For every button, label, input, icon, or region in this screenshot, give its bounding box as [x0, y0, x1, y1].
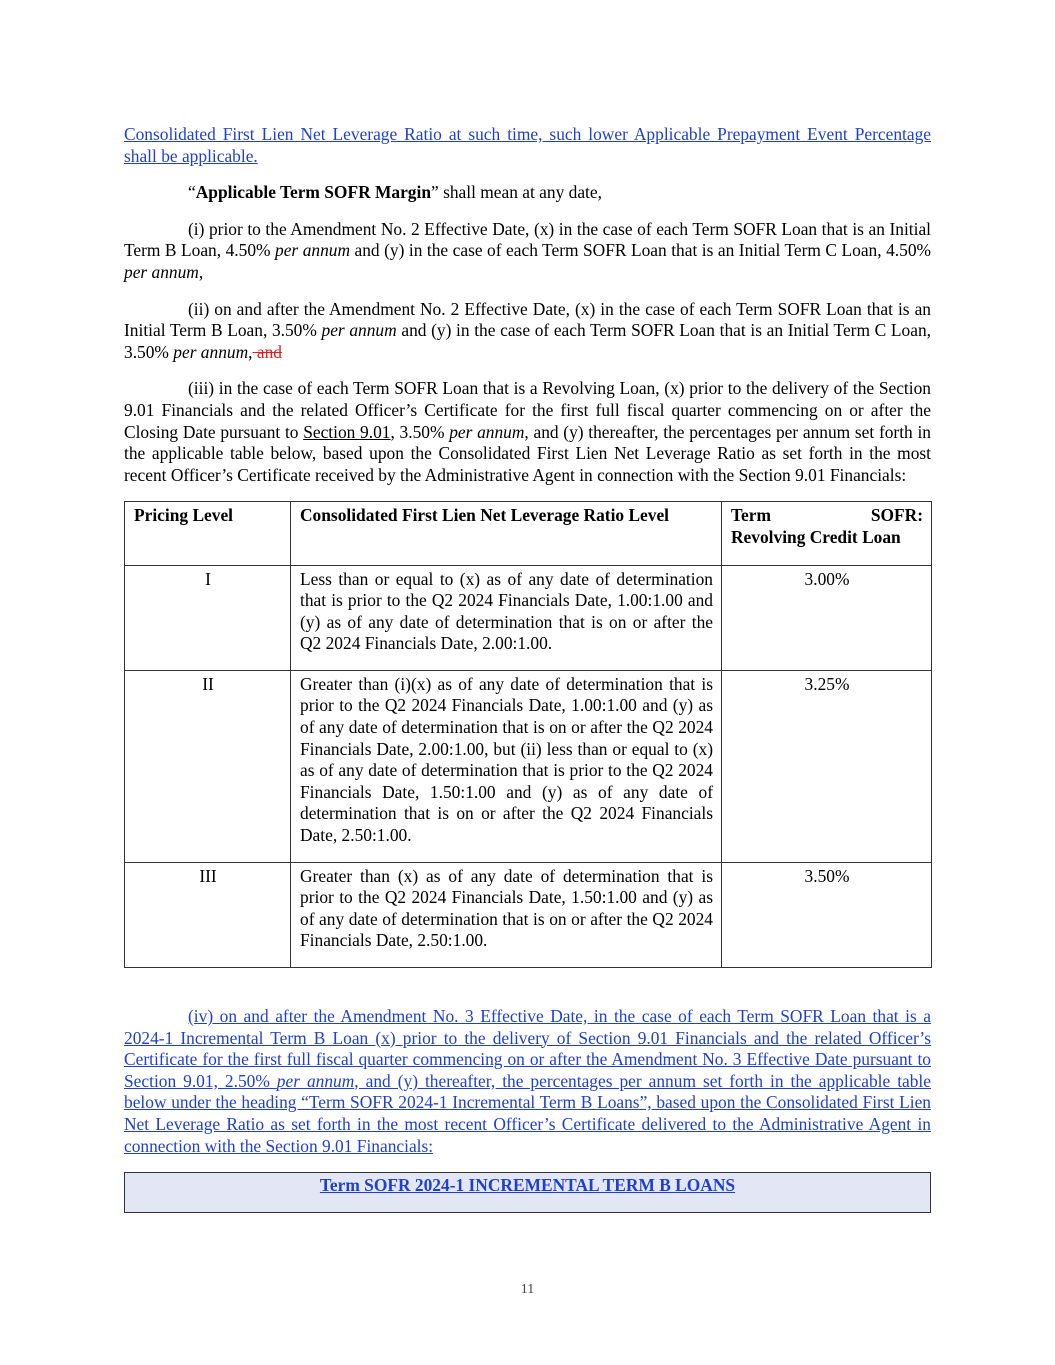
rate-cell: 3.25% [722, 670, 932, 862]
intro-paragraph [124, 124, 931, 167]
ratio-description-cell: Greater than (x) as of any date of determination that is prior to the Q2 2024 Financials Date, 1.50:1.00 and (y) as of any date of determination that is on or after the Q2 2024 Financials Date, 2.50:1.00. [291, 862, 722, 967]
header-ratio-level: Consolidated First Lien Net Leverage Ratio Level [291, 502, 722, 565]
deleted-text: and [252, 341, 282, 362]
incremental-table-heading: Term SOFR 2024-1 INCREMENTAL TERM B LOANS [319, 1175, 736, 1196]
definition-heading: “Applicable Term SOFR Margin” shall mean at any date, [188, 182, 602, 203]
section-reference: Section 9.01 [303, 421, 391, 442]
clause-i: (i) prior to the Amendment No. 2 Effective Date, (x) in the case of each Term SOFR Loan that is an Initial Term B Loan, 4.50% per annum and (y) in the case of each Term SOFR Loan that is an Initial Term C Loan, 4.50% per annum, [124, 218, 931, 282]
header-pricing-level: Pricing Level [125, 502, 291, 565]
header-rate: Term SOFR: Revolving Credit Loan [722, 502, 932, 565]
defined-term: Applicable Term SOFR Margin [195, 182, 431, 203]
rate-cell: 3.50% [722, 862, 932, 967]
pricing-table [124, 501, 932, 968]
document-page [124, 124, 931, 1213]
clause-iii: (iii) in the case of each Term SOFR Loan that is a Revolving Loan, (x) prior to the delivery of the Section 9.01 Financials and the related Officer’s Certificate for the first full fiscal quarter commencing on or after the Closing Date pursuant to Section 9.01, 3.50% per annum, and (y) thereafter, the percentages per annum set forth in the applicable table below, based upon the Consolidated First Lien Net Leverage Ratio as set forth in the most recent Officer’s Certificate received by the Administrative Agent in connection with the Section 9.01 Financials: [124, 378, 931, 485]
incremental-table-heading-box [124, 1172, 931, 1213]
table-row [125, 670, 932, 862]
clause-iv: (iv) on and after the Amendment No. 3 Effective Date, in the case of each Term SOFR Loan that is a 2024-1 Incremental Term B Loan (x) prior to the delivery of Section 9.01 Financials and the related Officer’s Certificate for the first full fiscal quarter commencing on or after the Amendment No. 3 Effective Date pursuant to Section 9.01, 2.50% per annum, and (y) thereafter, the percentages per annum set forth in the applicable table below under the heading “Term SOFR 2024-1 Incremental Term B Loans”, based upon the Consolidated First Lien Net Leverage Ratio as set forth in the most recent Officer’s Certificate delivered to the Administrative Agent in connection with the Section 9.01 Financials: [124, 1006, 931, 1156]
table-row [125, 862, 932, 967]
pricing-level-cell: III [125, 862, 291, 967]
page-number: 11 [520, 1282, 535, 1297]
table-row [125, 565, 932, 670]
ratio-description-cell: Greater than (i)(x) as of any date of determination that is prior to the Q2 2024 Financials Date, 1.00:1.00 and (y) as of any date of determination that is on or after the Q2 2024 Financials Date, 2.00:1.00, but (ii) less than or equal to (x) as of any date of determination that is prior to the Q2 2024 Financials Date, 1.50:1.00 and (y) as of any date of determination that is on or after the Q2 2024 Financials Date, 2.50:1.00. [291, 670, 722, 862]
pricing-table-header [125, 502, 932, 565]
pricing-level-cell: I [125, 565, 291, 670]
inserted-text: Consolidated First Lien Net Leverage Ratio at such time, such lower Applicable Prepayment Event Percentage shall be applicable. [124, 124, 931, 166]
clause-ii: (ii) on and after the Amendment No. 2 Effective Date, (x) in the case of each Term SOFR Loan that is an Initial Term B Loan, 3.50% per annum and (y) in the case of each Term SOFR Loan that is an Initial Term C Loan, 3.50% per annum, and [124, 298, 931, 362]
rate-cell: 3.00% [722, 565, 932, 670]
pricing-level-cell: II [125, 670, 291, 862]
ratio-description-cell: Less than or equal to (x) as of any date of determination that is prior to the Q2 2024 Financials Date, 1.00:1.00 and (y) as of any date of determination that is on or after the Q2 2024 Financials Date, 2.00:1.00. [291, 565, 722, 670]
